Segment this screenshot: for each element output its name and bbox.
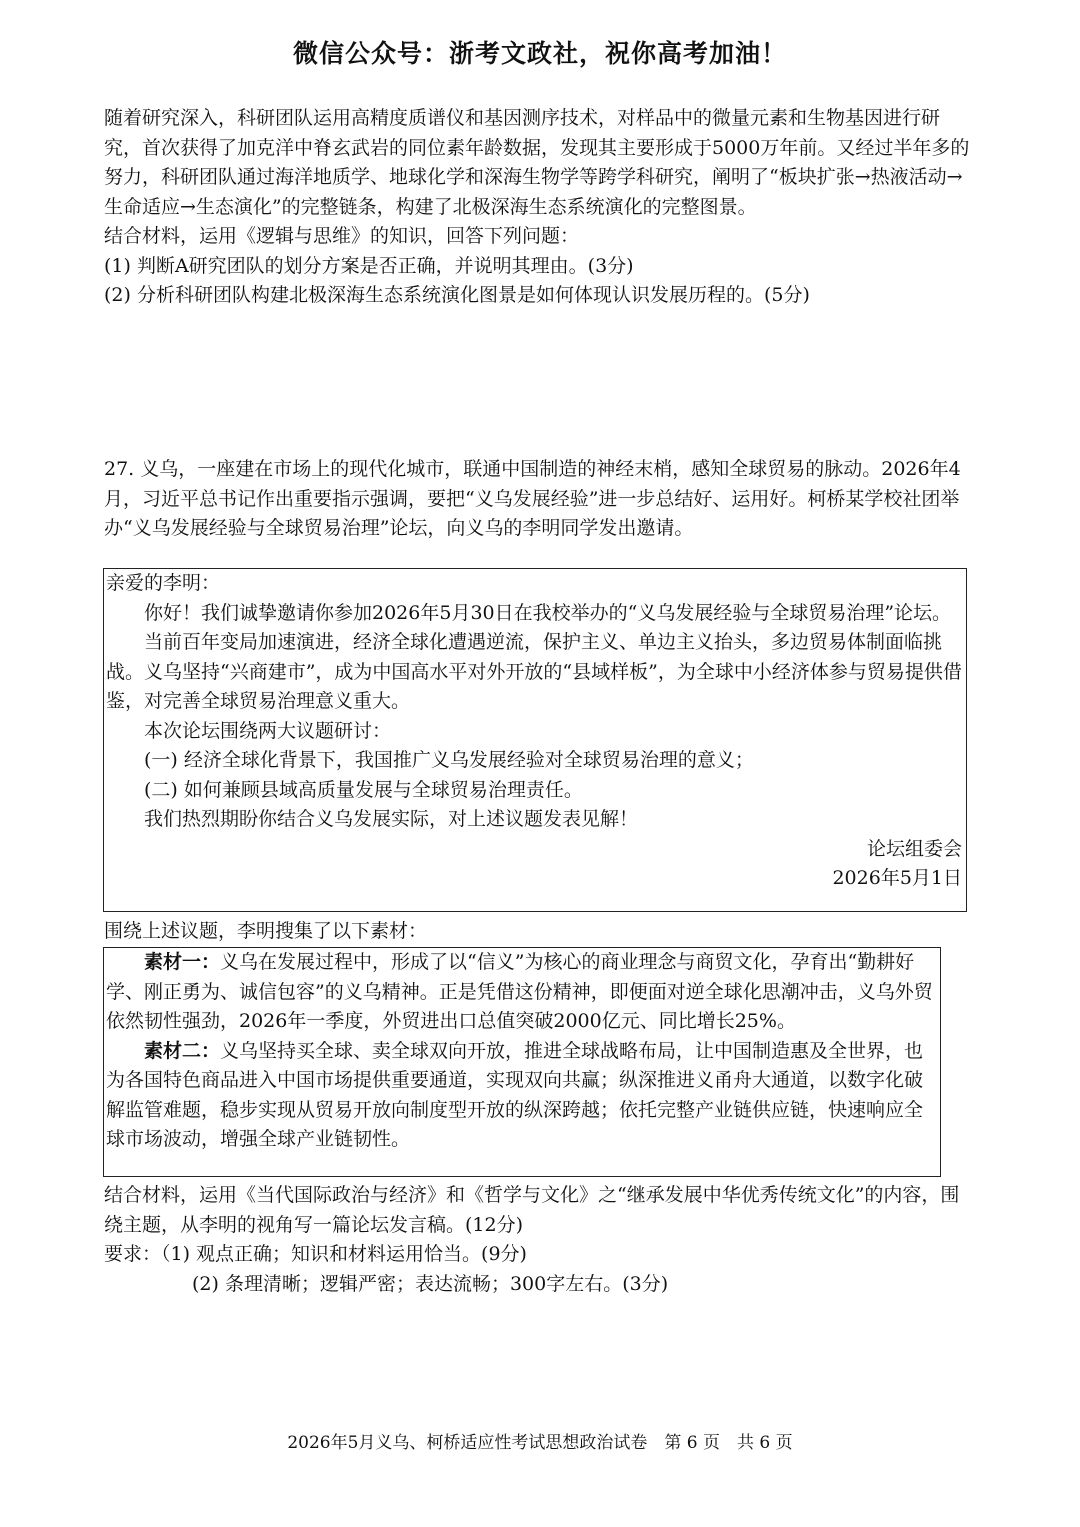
letter-paragraph-1: 你好！我们诚挚邀请你参加2026年5月30日在我校举办的“义乌发展经验与全球贸易治理”论坛。 — [144, 601, 952, 624]
question-27-intro — [104, 455, 976, 544]
question-27-task — [104, 1181, 976, 1299]
materials-box — [103, 947, 941, 1177]
page-footer: 2026年5月义乌、柯桥适应性考试思想政治试卷 第 6 页 共 6 页 — [287, 1433, 793, 1453]
material-1-text: 义乌在发展过程中，形成了以“信义”为核心的商业理念与商贸文化，孕育出“勤耕好学、刚正勇为、诚信包容”的义乌精神。正是凭借这份精神，即便面对逆全球化思潮冲击，义乌外贸依然韧性强劲，2026年一季度，外贸进出口总值突破2000亿元、同比增长25%。 — [106, 951, 933, 1032]
requirement-1: 要求：（1) 观点正确；知识和材料运用恰当。(9分) — [104, 1243, 527, 1265]
material-1 — [106, 948, 938, 1037]
letter-signature: 论坛组委会 — [866, 837, 962, 860]
q26-subquestion-2: (2) 分析科研团队构建北极深海生态系统演化图景是如何体现认识发展历程的。(5分) — [104, 284, 810, 306]
material-2-label: 素材二： — [144, 1039, 221, 1062]
invitation-letter — [103, 568, 967, 912]
research-paragraph: 随着研究深入，科研团队运用高精度质谱仪和基因测序技术，对样品中的微量元素和生物基因进行研究，首次获得了加克洋中脊玄武岩的同位素年龄数据，发现其主要形成于5000万年前。又经过半年多的努力，科研团队通过海洋地质学、地球化学和深海生物学等跨学科研究，阐明了“板块扩张→热液活动→生命适应→生态演化”的完整链条，构建了北极深海生态系统演化的完整图景。 — [104, 107, 970, 218]
letter-topic-2: (二) 如何兼顾县域高质量发展与全球贸易治理责任。 — [144, 778, 583, 801]
task-text: 结合材料，运用《当代国际政治与经济》和《哲学与文化》之“继承发展中华优秀传统文化”的内容，围绕主题，从李明的视角写一篇论坛发言稿。(12分) — [104, 1184, 960, 1236]
q26-subquestion-1: (1) 判断A研究团队的划分方案是否正确，并说明其理由。(3分) — [104, 254, 634, 277]
letter-date: 2026年5月1日 — [832, 867, 962, 889]
letter-paragraph-3: 本次论坛围绕两大议题研讨： — [144, 719, 392, 742]
requirement-2: (2) 条理清晰；逻辑严密；表达流畅；300字左右。(3分) — [192, 1272, 669, 1295]
page-header: 微信公众号：浙考文政社，祝你高考加油！ — [292, 39, 787, 68]
materials-intro — [104, 917, 976, 947]
material-2 — [106, 1037, 938, 1155]
letter-paragraph-2: 当前百年变局加速演进，经济全球化遭遇逆流，保护主义、单边主义抬头，多边贸易体制面临挑战。义乌坚持“兴商建市”，成为中国高水平对外开放的“县域样板”，为全球中小经济体参与贸易提供借鉴，对完善全球贸易治理意义重大。 — [106, 631, 962, 712]
question-26-continuation — [104, 104, 976, 311]
letter-topic-1: (一) 经济全球化背景下，我国推广义乌发展经验对全球贸易治理的意义； — [144, 749, 754, 771]
q26-instruction: 结合材料，运用《逻辑与思维》的知识，回答下列问题： — [104, 225, 580, 247]
material-1-label: 素材一： — [144, 951, 221, 973]
materials-intro-text: 围绕上述议题，李明搜集了以下素材： — [104, 920, 428, 942]
letter-greeting: 亲爱的李明： — [106, 572, 221, 594]
material-2-text: 义乌坚持买全球、卖全球双向开放，推进全球战略布局，让中国制造惠及全世界，也为各国特色商品进入中国市场提供重要通道，实现双向共赢；纵深推进义甬舟大通道，以数字化破解监管难题，稳步实现从贸易开放向制度型开放的纵深跨越；依托完整产业链供应链，快速响应全球市场波动，增强全球产业链韧性。 — [106, 1039, 924, 1150]
letter-paragraph-4: 我们热烈期盼你结合义乌发展实际，对上述议题发表见解！ — [144, 808, 639, 830]
q27-intro-text: 27. 义乌，一座建在市场上的现代化城市，联通中国制造的神经末梢，感知全球贸易的脉动。2026年4月，习近平总书记作出重要指示强调，要把“义乌发展经验”进一步总结好、运用好。柯桥某学校社团举办“义乌发展经验与全球贸易治理”论坛，向义乌的李明同学发出邀请。 — [104, 458, 961, 539]
